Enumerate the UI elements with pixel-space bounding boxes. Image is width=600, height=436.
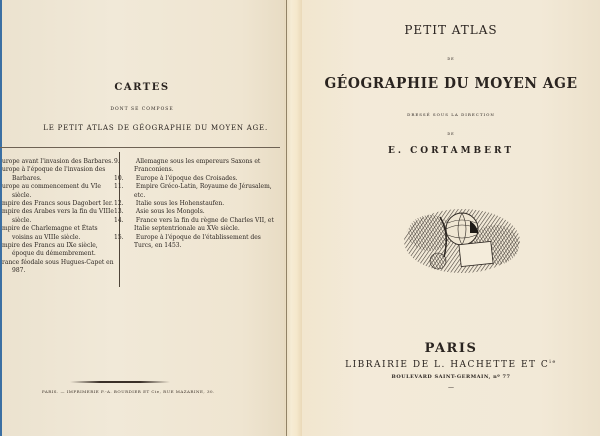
globe-vignette-image [400, 203, 524, 277]
author-name: E. CORTAMBERT [387, 146, 515, 156]
contents-entry: mpire des Arabes vers la fin du VIIIe siècle. [2, 208, 114, 224]
entry-text: Empire Gréco-Latin, Royaume de Jérusalem, etc. [134, 183, 272, 199]
atlas-title-line: LE PETIT ATLAS DE GÉOGRAPHIE DU MOYEN AGE. [43, 124, 268, 132]
publisher-line [302, 359, 600, 370]
entry-text: Europe à l'époque des Croisades. [135, 174, 238, 182]
contents-entry: urope au commencement du VIe siècle. [2, 183, 101, 199]
entry-text: Allemagne sous les empereurs Saxons et Franconiens. [134, 158, 261, 174]
title-line-1: PETIT ATLAS [404, 23, 498, 37]
publisher-address: BOULEVARD SAINT-GERMAIN, nº 77 [391, 374, 511, 380]
contents-entry: mpire des Francs sous Dagobert Ier. [2, 200, 113, 208]
cartes-heading: CARTES [114, 82, 170, 93]
entry-number: 9. [114, 158, 120, 165]
entry-number: 14. [114, 216, 124, 224]
entry-text: France vers la fin du règne de Charles VII, et Italie septentrionale au XVe siècle. [134, 216, 274, 233]
contents-entry [114, 216, 274, 234]
entry-text: Italie sous les Hohenstaufen. [135, 200, 225, 208]
contents-entry [114, 174, 274, 183]
contents-column-right [114, 158, 274, 250]
page-seam [286, 0, 287, 436]
entry-number: 15. [114, 233, 124, 241]
contents-entry: urope à l'époque de l'invasion des Barbares. [2, 166, 106, 182]
publisher-suffix: ie [549, 359, 557, 365]
contents-entry: mpire des Francs au IXe siècle, époque du démembrement. [2, 242, 98, 258]
imprint-ornament-rule [70, 381, 170, 383]
entry-number: 10. [114, 174, 124, 182]
publication-city: PARIS [424, 341, 478, 356]
contents-entry: mpire de Charlemagne et États voisins au VIIIe siècle. [2, 225, 98, 241]
contents-entry [114, 200, 274, 208]
entry-text: Europe à l'époque de l'établissement des Turcs, en 1453. [134, 233, 261, 250]
closing-dash: — [448, 384, 454, 391]
title-connector: DE [447, 57, 455, 61]
contents-entry [114, 183, 274, 200]
cartes-subheading: DONT SE COMPOSE [110, 107, 174, 112]
main-title: GÉOGRAPHIE DU MOYEN AGE [324, 74, 578, 92]
contents-entry [114, 158, 274, 175]
contents-entry: rance féodale sous Hugues-Capet en 987. [2, 258, 114, 275]
entry-number: 13. [114, 208, 124, 216]
contents-rule [0, 147, 280, 148]
printer-imprint: PARIS. — IMPRIMERIE P.-A. BOURDIER ET Cie, RUE MAZARINE, 30. [42, 389, 215, 394]
entry-number: 12. [114, 200, 124, 208]
contents-entry: urope avant l'invasion des Barbares. [2, 158, 114, 165]
contents-entry [114, 208, 274, 216]
entry-number: 11. [114, 183, 124, 191]
entry-text: Asie sous les Mongols. [135, 208, 205, 216]
contents-column-left [2, 158, 120, 276]
contents-entry [114, 233, 274, 251]
author-connector: DE [447, 132, 455, 136]
publisher-name: LIBRAIRIE DE L. HACHETTE ET C [345, 360, 550, 370]
direction-line: DRESSÉ SOUS LA DIRECTION [407, 112, 495, 117]
